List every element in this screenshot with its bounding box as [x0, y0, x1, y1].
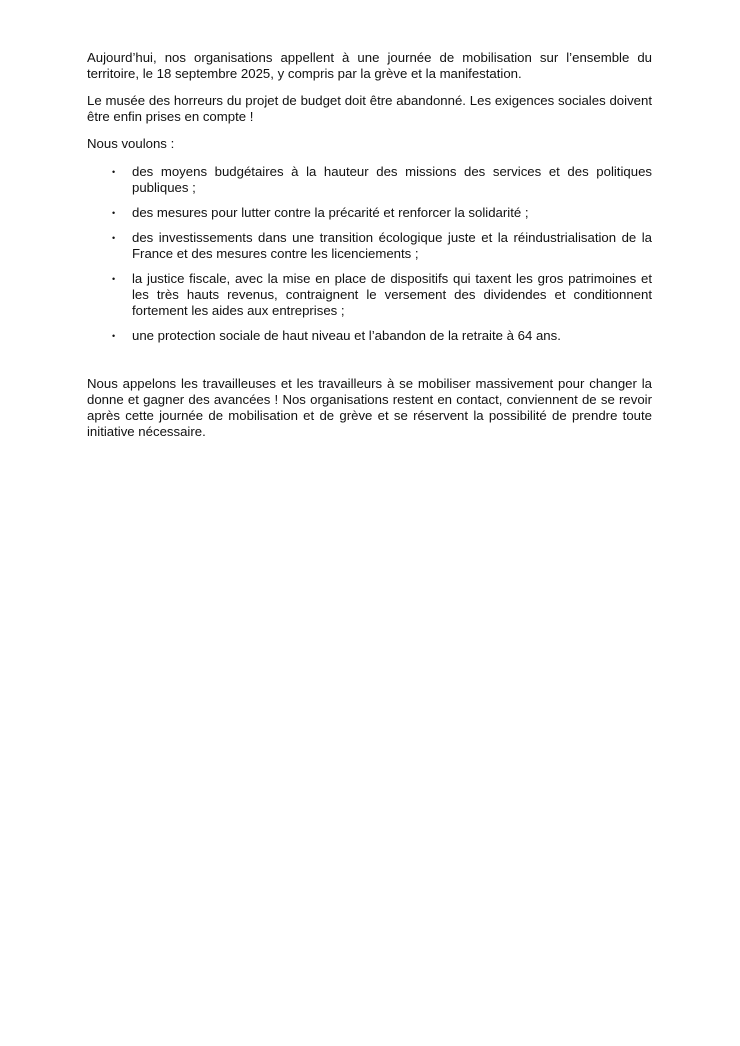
list-item-text: la justice fiscale, avec la mise en place de dispositifs qui taxent les gros patrimoines et les très hauts revenus, contraignent le versement des dividendes et conditionnent fortement les aides aux entreprises ; [132, 271, 652, 318]
document-page [87, 50, 652, 451]
list-item-text: des investissements dans une transition écologique juste et la réindustrialisation de la France et des mesures contre les licenciements ; [132, 230, 652, 261]
bullet-icon: • [112, 274, 116, 284]
list-item-text: une protection sociale de haut niveau et l’abandon de la retraite à 64 ans. [132, 328, 561, 343]
bullet-icon: • [112, 208, 116, 218]
list-item [87, 328, 652, 344]
list-item-text: des mesures pour lutter contre la précarité et renforcer la solidarité ; [132, 205, 529, 220]
list-item [87, 230, 652, 262]
closing-paragraph: Nous appelons les travailleuses et les travailleurs à se mobiliser massivement pour changer la donne et gagner des avancées ! Nos organisations restent en contact, conviennent de se revoir après cette journée de mobilisation et de grève et se réservent la possibilité de prendre toute initiative nécessaire. [87, 376, 652, 439]
bullet-icon: • [112, 331, 116, 341]
list-item [87, 271, 652, 319]
list-item-text: des moyens budgétaires à la hauteur des missions des services et des politiques publiques ; [132, 164, 652, 195]
list-item [87, 205, 652, 221]
bullet-icon: • [112, 167, 116, 177]
list-item [87, 164, 652, 196]
budget-paragraph: Le musée des horreurs du projet de budget doit être abandonné. Les exigences sociales doivent être enfin prises en compte ! [87, 93, 652, 124]
intro-paragraph: Aujourd’hui, nos organisations appellent à une journée de mobilisation sur l’ensemble du territoire, le 18 septembre 2025, y compris par la grève et la manifestation. [87, 50, 652, 81]
demands-list [87, 164, 652, 344]
demands-heading: Nous voulons : [87, 136, 175, 151]
bullet-icon: • [112, 233, 116, 243]
